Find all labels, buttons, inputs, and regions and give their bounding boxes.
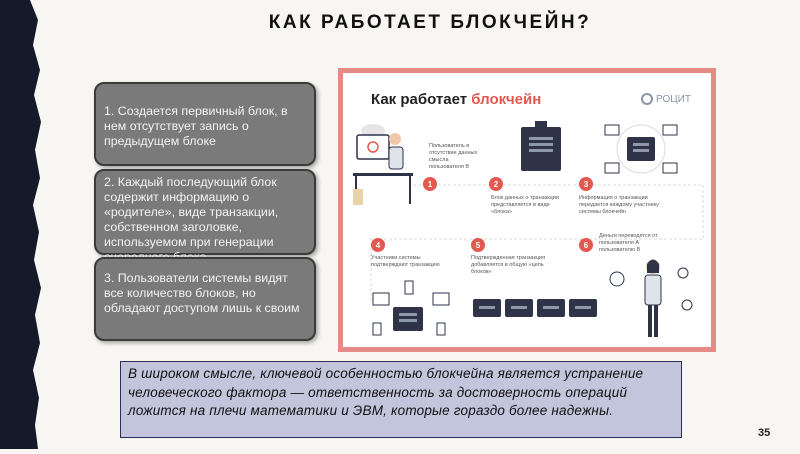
info-box-1: 1. Создается первичный блок, в нем отсутствует запись о предыдущем блоке <box>94 82 316 166</box>
step-6-caption: Деньги переводятся от пользователя А пользователю В <box>599 233 658 253</box>
block-chain-illustration <box>473 299 597 317</box>
logo-text: РОЦИТ <box>656 93 691 105</box>
infographic-title-accent: блокчейн <box>471 91 542 108</box>
step-3-caption: Информация о транзакции передается каждому участнику системы блокчейн <box>579 195 659 215</box>
step-4-caption: Участники системы подтверждают транзакцию <box>371 255 440 268</box>
left-decorative-strip <box>0 0 44 449</box>
quote-box: В широком смысле, ключевой особенностью блокчейна является устранение человеческого фактора — ответственность за достоверность операций ложится на плечи математики и ЭВМ, которые гораздо более надежны. <box>120 361 682 438</box>
step-1-caption: Пользователь в отсутствие данных смысла пользователя В <box>429 143 478 170</box>
torn-edge-decoration <box>0 0 44 449</box>
blockchain-infographic <box>338 68 716 352</box>
block-puzzle-illustration <box>521 121 561 171</box>
step-5-badge: 5 <box>471 238 485 252</box>
step-2-caption: Блок данных о транзакции представляется в виде «блока» <box>491 195 559 215</box>
step-4-badge: 4 <box>371 238 385 252</box>
info-box-2: 2. Каждый последующий блок содержит информацию о «родителе», виде транзакции, собственном заголовке, используемом при генерации <box>94 169 316 255</box>
page-number: 35 <box>758 427 771 439</box>
infographic-title-main: Как работает <box>371 91 472 108</box>
step-1-badge: 1 <box>423 177 437 191</box>
woman-illustration <box>610 260 692 338</box>
info-box-3: 3. Пользователи системы видят все количество блоков, но обладают доступом лишь к своим <box>94 257 316 341</box>
network-illustration <box>605 125 677 173</box>
person-desk-illustration <box>353 124 413 205</box>
slide-title: КАК РАБОТАЕТ БЛОКЧЕЙН? <box>268 12 592 33</box>
step-2-badge: 2 <box>489 177 503 191</box>
step-6-badge: 6 <box>579 238 593 252</box>
step-3-badge: 3 <box>579 177 593 191</box>
devices-illustration <box>373 281 449 335</box>
step-5-caption: Подтвержденная транзакция добавляется в общую «цепь блоков» <box>471 255 546 275</box>
